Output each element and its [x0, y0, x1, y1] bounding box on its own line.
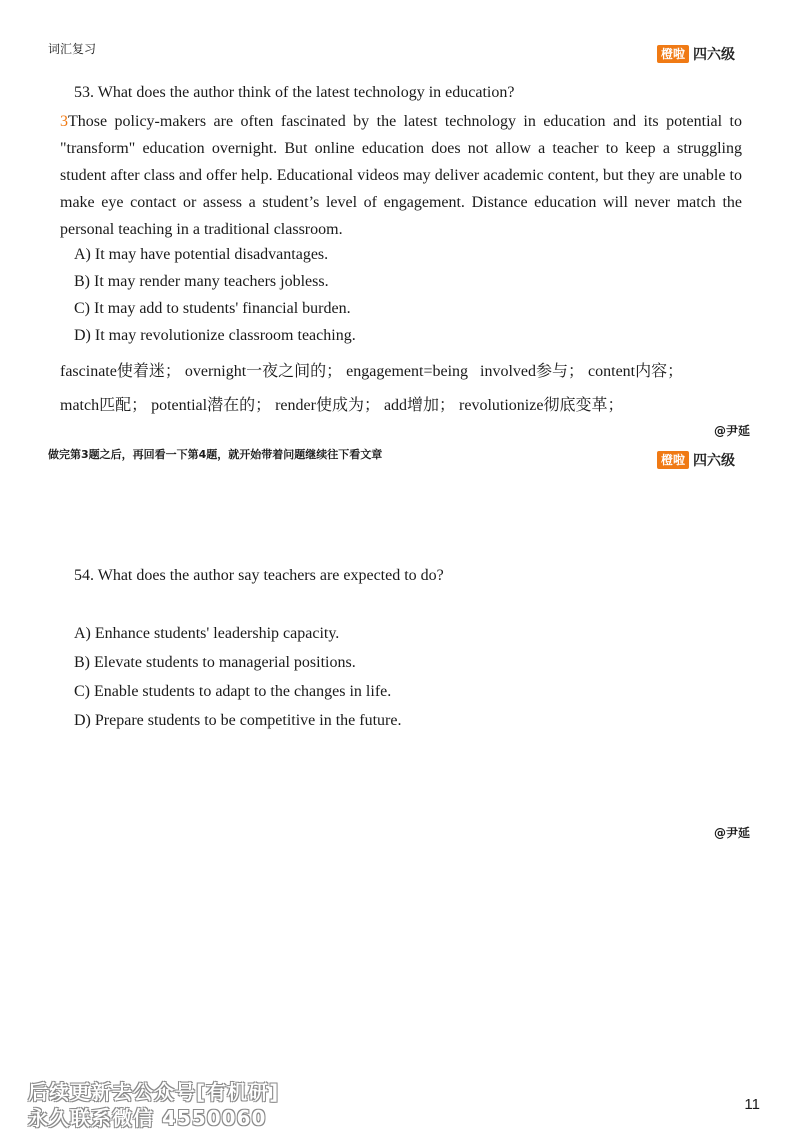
q53-option-b: B) It may render many teachers jobless. — [74, 273, 329, 290]
q53-option-a: A) It may have potential disadvantages. — [74, 246, 329, 263]
transition-note: 做完第3题之后，再回看一下第4题，就开始带着问题继续往下看文章 — [48, 448, 383, 461]
q54-option-b: B) Elevate students to managerial positions. — [74, 654, 356, 671]
brand-name: 四六级 — [693, 453, 736, 469]
vocab-line-1: fascinate使着迷； overnight一夜之间的； engagement=being involved参与； content内容； — [60, 363, 684, 380]
paragraph-marker: 3 — [60, 113, 68, 130]
author-credit: @尹延 — [713, 826, 750, 840]
question-53: 53. What does the author think of the latest technology in education? — [74, 84, 515, 101]
brand-header-second — [657, 450, 735, 470]
vocab-line-2: match匹配； potential潜在的； render使成为； add增加； revolutionize彻底变革； — [60, 397, 624, 414]
brand-name: 四六级 — [693, 47, 736, 63]
passage-paragraph — [60, 108, 742, 243]
q53-option-d: D) It may revolutionize classroom teaching. — [74, 327, 356, 344]
footer-watermark-line1: 后续更新去公众号[有机研] — [28, 1080, 280, 1104]
paragraph-text: Those policy-makers are often fascinated by the latest technology in education and its potential to "transform" education overnight. But online education does not allow a teacher to keep a struggling student after class and offer help. Educational videos may deliver academic content, but they are unable to make eye contact or assess a student’s level of engagement. Distance education will never match the personal teaching in a traditional classroom. — [60, 113, 742, 238]
q54-option-c: C) Enable students to adapt to the changes in life. — [74, 683, 392, 700]
page-number: 11 — [744, 1096, 760, 1113]
q54-option-a: A) Enhance students' leadership capacity. — [74, 625, 340, 642]
brand-logo: 橙啦 — [657, 451, 689, 469]
q54-option-d: D) Prepare students to be competitive in the future. — [74, 712, 402, 729]
footer-watermark-line2: 永久联系微信 4550060 — [28, 1106, 267, 1130]
brand-logo: 橙啦 — [657, 45, 689, 63]
author-credit: @尹延 — [713, 424, 750, 438]
q53-option-c: C) It may add to students' financial burden. — [74, 300, 351, 317]
section-label: 词汇复习 — [48, 42, 97, 56]
brand-header-top — [657, 44, 735, 64]
question-54: 54. What does the author say teachers are expected to do? — [74, 567, 444, 584]
